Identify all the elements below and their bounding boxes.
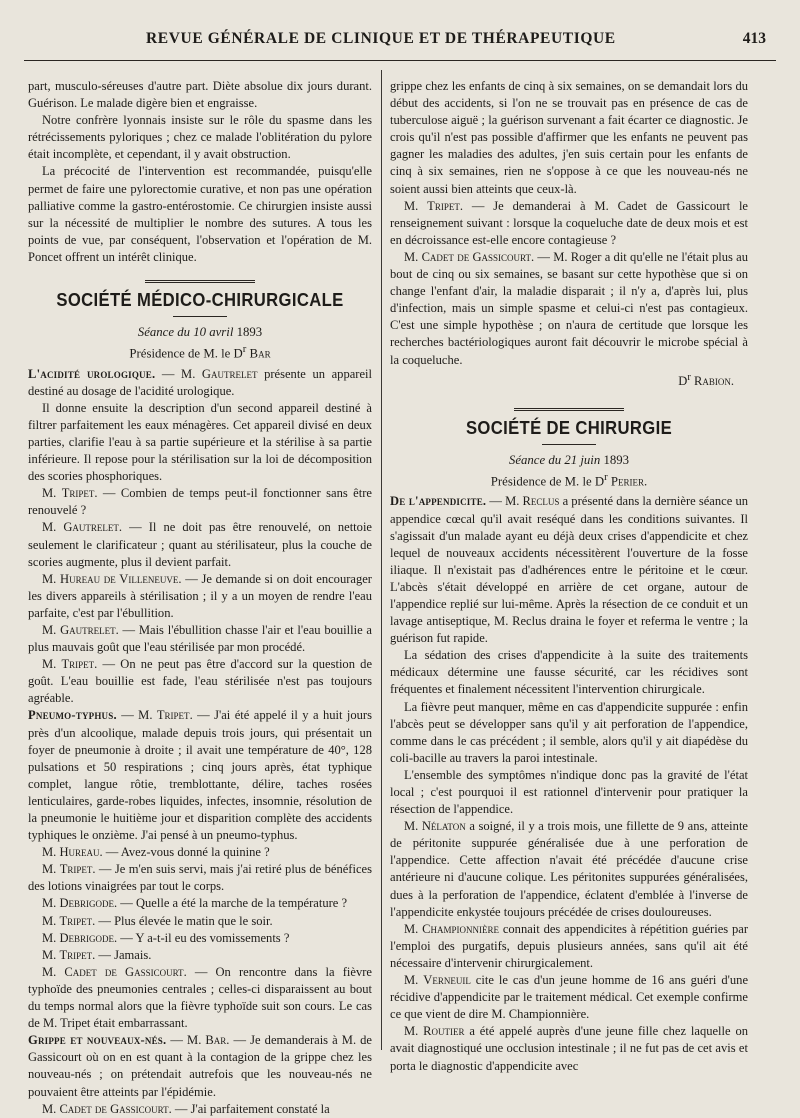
header-rule [24,60,776,61]
paragraph: L'ensemble des symptômes n'indique donc pas la gravité de l'état local ; c'est pourquoi il est rationnel d'intervenir pour pratiquer la résection de l'appendice. [390,767,748,817]
dialogue-line: M. Tripet. — Je demanderai à M. Cadet de Gassicourt le renseignement suivant : lorsque la coqueluche date de deux mois et est en décroissance est-elle encore contagieuse ? [390,198,748,247]
session-date: Séance du 10 avril 1893 [137,325,263,340]
author-signature: $D^r$ Rabion. [678,371,734,388]
paragraph: La sédation des crises d'appendicite à la suite des traitements médicaux détermine une fausse sécurité, car les récidives sont fréquentes et finalement nécessitent l'intervention chirurgicale. [390,648,748,697]
dialogue-line: M. Verneuil cite le cas d'un jeune homme de 16 ans guéri d'une récidive d'appendicite par le traitement médical. Cet exemple confirme ce que vient de dire M. Championnière. [390,973,749,1022]
section-heading [390,408,748,445]
dialogue-line: M. Tripet. — Plus élevée le matin que le soir. [42,913,273,928]
paragraph: Grippe et nouveaux-nés. — M. Bar. — Je demanderais à M. de Gassicourt où on en est quant à la contagion de la grippe chez les nouveau-nés ; on prétendait autrefois que les nouveau-nés ne pouvaient être atteints par l'épidémie. [28,1033,372,1099]
section-title: SOCIÉTÉ MÉDICO-CHIRURGICALE [56,289,344,311]
dialogue-line: M. Tripet. — Combien de temps peut-il fonctionner sans être renouvelé ? [28,486,372,518]
running-header [24,30,776,52]
session-date: Séance du 21 juin 1893 [508,452,630,467]
dialogue-line: M. Debrigode. — Quelle a été la marche de la température ? [42,896,348,911]
paragraph: Pneumo-typhus. — M. Tripet. — J'ai été appelé il y a huit jours près d'un alcoolique, malade depuis trois jours, qui présentait un foyer de pneumonie à droite ; il avait une température de 40°, 128 pulsations et 50 respirations ; cinq jours après, état typhique complet, langue rôtie, tremblottante, délire, taches rosées lenticulaires, garde-robes liquides, infectes, insomnie, résolution de la pneumonie le huitième jour et disparition complète des accidents typhiques le onzième. J'ai pensé à un pneumo-typhus. [28,708,372,843]
left-column [28,78,372,1118]
dialogue-line: M. Cadet de Gassicourt. — J'ai parfaitement constaté la [42,1101,330,1116]
dialogue-line: M. Gautrelet. — Il ne doit pas être renouvelé, on nettoie seulement le clarificateur ; quant au stérilisateur, plus la couche de scories augmente, plus il devient parfait. [28,520,372,569]
paragraph: Il donne ensuite la description d'un second appareil destiné à filtrer parfaitement les eaux ménagères. Cet appareil divisé en deux parties, clarifie l'eau à sa partie supérieure et la stérilise à sa partie inférieure. Il repose pour la stérilisation sur la loi de décomposition des scories phosphoriques. [28,400,372,484]
dialogue-line: M. Nélaton a soigné, il y a trois mois, une fillette de 9 ans, atteinte de péritonite suppurée généralisée due à une perforation de l'appendice. Cette affection n'avait été précédée d'aucune crise antérieure ni d'aucune colique. Les péritonites suppurées généralisées, dues à la perforation de l'appendice, éclatent d'emblée à l'inverse de l'appendicite enkystée toujours précédée de crises douloureuses. [390,819,748,919]
paragraph: Notre confrère lyonnais insiste sur le rôle du spasme dans les rétrécissements pyloriques ; chez ce malade l'oblitération du pylore était incomplète, et cependant, il y avait obstruction. [28,113,372,162]
dialogue-line: M. Tripet. — Je m'en suis servi, mais j'ai retiré plus de bénéfices des lotions vinaigrées par tout le corps. [28,862,372,894]
column-divider [381,70,382,1050]
dialogue-line: M. Routier a été appelé auprès d'une jeune fille chez laquelle on avait diagnostiqué une occlusion intestinale ; il ne fut pas de cet avis et porta le diagnostic d'appendicite avec [390,1024,748,1073]
dialogue-line: M. Tripet. — Jamais. [42,947,152,962]
paragraph: grippe chez les enfants de cinq à six semaines, on se demandait lors du début des accidents, si l'on ne se trouvait pas en présence de cas de tuberculose aiguë ; la guérison survenant a fait écarter ce diagnostic. Je crois qu'il n'est pas possible d'affirmer que les enfants ne peuvent pas gagner les maladies des adultes, j'en suis certain pour les enfants de cinq à six semaines, rien ne s'oppose à ce que les nouveau-nés ne soient aussi bien atteints que ceux-là. [390,79,748,196]
dialogue-line: M. Debrigode. — Y a-t-il eu des vomissements ? [42,930,290,945]
paragraph: La fièvre peut manquer, même en cas d'appendicite suppurée : enfin l'abcès peut se développer sans qu'il y ait perforation de l'appendice, comme dans le cas précédent ; il semble, alors qu'il y ait diapédèse du coli-bacille au travers la paroi intestinale. [390,699,748,765]
heading-rule [173,316,227,317]
dialogue-line: M. Hureau. — Avez-vous donné la quinine ? [42,845,270,860]
session-presidency: Présidence de M. le $D^r$ Perier. [490,472,648,489]
paragraph: L'acidité urologique. — M. Gautrelet présente un appareil destiné au dosage de l'acidité urologique. [28,366,373,398]
section-heading [28,280,372,317]
session-presidency: Présidence de M. le $D^r$ Bar [129,344,271,361]
paragraph: part, musculo-séreuses d'autre part. Diète absolue dix jours durant. Guérison. Le malade digère bien et engraisse. [28,79,372,111]
page-number: 413 [742,30,766,47]
paragraph: De l'appendicite. — M. Reclus a présenté dans la dernière séance un appendice cœcal qu'il avait reséqué dans les conditions suivantes. Il s'agissait d'un malade ayant eu déjà deux crises d'appendicite et chez lequel de nouveaux accidents nécessitèrent l'ouverture de la fosse iliaque. Il n'existait pas d'adhérences entre le péritoine et le cœur. L'abcès s'était développé en arrière de cet organe, autour de l'appendice replié sur lui-même. Après la résection de ce conduit et un lavage antiseptique, M. Reclus draina le foyer et referma le ventre ; la guérison fut rapide. [390,494,748,646]
dialogue-line: M. Tripet. — On ne peut pas être d'accord sur la question de goût. L'eau bouillie est fade, l'eau stérilisée n'est pas toujours agréable. [28,657,373,706]
heading-rule [542,444,596,445]
dialogue-line: M. Cadet de Gassicourt. — On rencontre dans la fièvre typhoïde des pneumonies centrales ; celles-ci disparaissent au bout du temps normal alors que la fièvre typhoïde suit son cours. Le cas de M. Tripet était embarrassant. [28,964,372,1031]
heading-rule [145,280,255,285]
section-title: SOCIÉTÉ DE CHIRURGIE [465,416,673,438]
journal-title: REVUE GÉNÉRALE DE CLINIQUE ET DE THÉRAPEUTIQUE [146,30,616,47]
dialogue-line: M. Championnière connait des appendicites à répétition guéries par l'emploi des purgatifs, depuis plusieurs années, sans qu'il ait été nécessaire d'intervenir chirurgicalement. [390,921,749,970]
dialogue-line: M. Hureau de Villeneuve. — Je demande si on doit encourager les divers appareils à stérilisation ; il y a un moyen de rendre l'eau parfaite, c'est par l'ébullition. [28,571,372,620]
dialogue-line: M. Cadet de Gassicourt. — M. Roger a dit qu'elle ne l'était plus au bout de cinq ou six semaines, se basant sur cette hypothèse que si on change l'enfant d'air, la maladie disparait ; il n'y a, d'après lui, plus d'infection, mais un simple spasme et celui-ci n'est pas contagieux. C'est une simple hypothèse ; on n'aura de certitude que lorsque les recherches bactériologiques auront fait découvrir le microbe spécial à la coqueluche. [390,249,748,367]
dialogue-line: M. Gautrelet. — Mais l'ébullition chasse l'air et l'eau bouillie a plus mauvais goût que l'eau stérilisée par mon procédé. [28,622,372,655]
paragraph: La précocité de l'intervention est recommandée, puisqu'elle permet de faire une pylorectomie curative, et non pas une opération palliative comme la gastro-entérostomie. Ce chirurgien insiste aussi sur la nécessité de multiplier le nombre des sutures. A tous les points de vue, par conséquent, l'observation et l'opération de M. Poncet offrent un intérêt clinique. [28,164,372,264]
right-column [390,78,748,1075]
heading-rule [514,408,624,413]
